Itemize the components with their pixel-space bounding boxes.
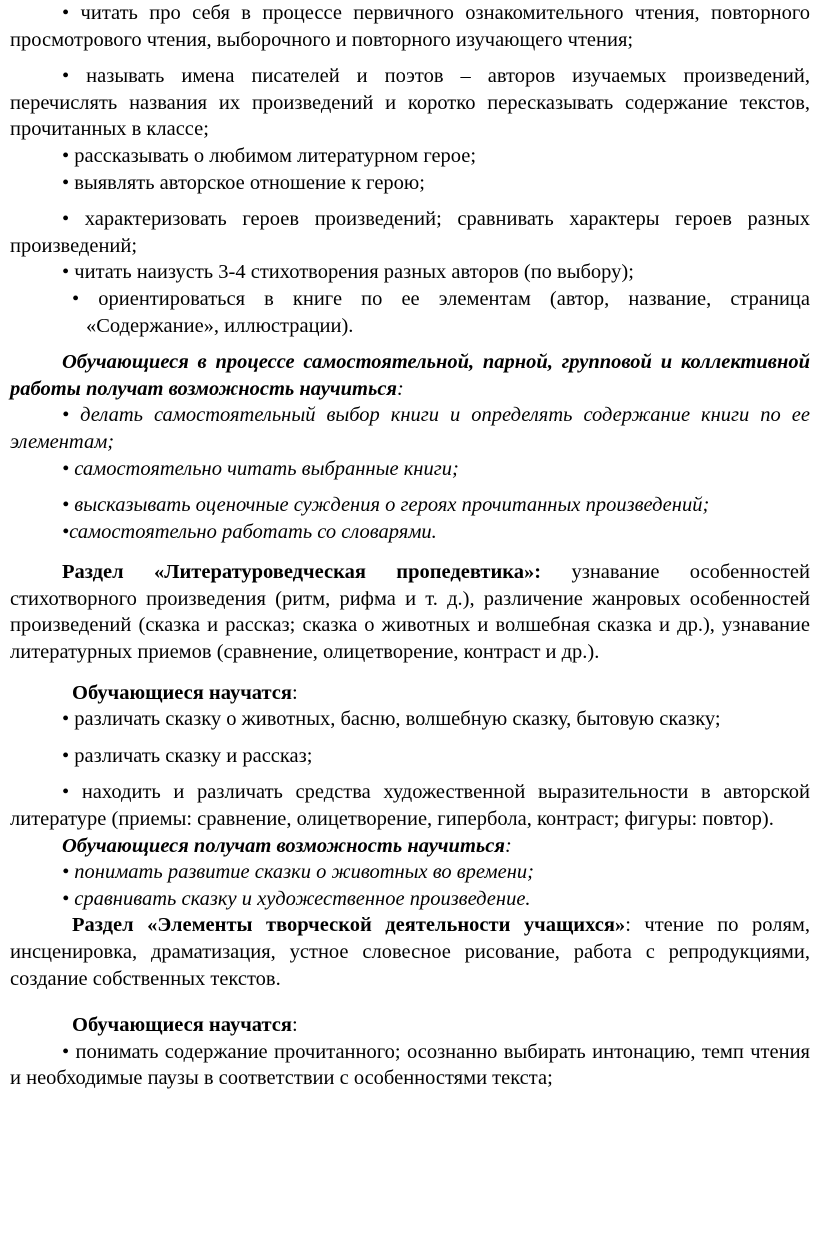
- bullet-understand-content: • понимать содержание прочитанного; осознанно выбирать интонацию, темп чтения и необходимые паузы в соответствии с особенностями текста;: [10, 1040, 810, 1090]
- bullet-dictionaries: •самостоятельно работать со словарями.: [62, 520, 437, 543]
- opportunity-heading-bold-2: Обучающиеся получат возможность научиться: [62, 834, 505, 857]
- learners-will-learn-heading-2: [10, 1012, 810, 1039]
- propaedeutics-heading: Раздел «Литературоведческая пропедевтика»:: [62, 561, 542, 584]
- section-opportunity-heading-2: [10, 833, 810, 860]
- bullet-author-attitude: • выявлять авторское отношение к герою;: [62, 171, 425, 194]
- propaedeutics-body: узнавание особенностей стихотворного произведения (ритм, рифма и т. д.), различение жанровых особенностей произведений (сказка и рассказ; сказка о животных и волшебная сказка и др.), узнавание литературных приемов (сравнение, олицетворение, контраст и др.).: [10, 561, 810, 664]
- bullet-compare-tale: • сравнивать сказку и художественное произведение.: [62, 887, 531, 910]
- learners-heading-bold-1: Обучающиеся научатся: [72, 681, 292, 704]
- section-opportunity-heading: [10, 349, 810, 402]
- bullet-name-authors: • называть имена писателей и поэтов – авторов изучаемых произведений, перечислять названия их произведений и коротко пересказывать содержание текстов, прочитанных в классе;: [10, 65, 810, 141]
- section-creative-activity: [10, 912, 810, 992]
- section-literary-propaedeutics: [10, 559, 810, 665]
- bullet-tale-vs-story: • различать сказку и рассказ;: [62, 744, 313, 767]
- bullet-evaluative-judgments: • высказывать оценочные суждения о героях прочитанных произведений;: [62, 494, 710, 517]
- bullet-read-chosen: • самостоятельно читать выбранные книги;: [62, 457, 459, 480]
- document-page: [10, 0, 810, 1092]
- bullet-tale-development: • понимать развитие сказки о животных во времени;: [62, 861, 534, 884]
- bullet-memorize-poems: • читать наизусть 3-4 стихотворения разных авторов (по выбору);: [62, 261, 634, 284]
- bullet-characterize-heroes: • характеризовать героев произведений; сравнивать характеры героев разных произведений;: [10, 208, 810, 257]
- bullet-distinguish-tales: • различать сказку о животных, басню, волшебную сказку, бытовую сказку;: [62, 708, 721, 731]
- creative-activity-body: : чтение по ролям, инсценировка, драматизация, устное словесное рисование, работа с репродукциями, создание собственных текстов.: [10, 914, 810, 990]
- bullet-expressive-means: • находить и различать средства художественной выразительности в авторской литературе (приемы: сравнение, олицетворение, гипербола, контраст; фигуры: повтор).: [10, 781, 810, 831]
- creative-activity-heading: Раздел «Элементы творческой деятельности учащихся»: [72, 914, 626, 937]
- learners-heading-colon-1: :: [292, 681, 298, 704]
- bullet-read-silently: • читать про себя в процессе первичного ознакомительного чтения, повторного просмотрового чтения, выборочного и повторного изучающего чтения;: [10, 2, 810, 51]
- bullet-navigate-book: • ориентироваться в книге по ее элементам (автор, название, страница «Содержание», иллюстрации).: [72, 287, 810, 337]
- bullet-choose-book: • делать самостоятельный выбор книги и определять содержание книги по ее элементам;: [10, 404, 810, 453]
- learners-heading-colon-2: :: [292, 1014, 298, 1037]
- opportunity-heading-colon: :: [397, 377, 404, 400]
- learners-heading-bold-2: Обучающиеся научатся: [72, 1014, 292, 1037]
- bullet-favorite-hero: • рассказывать о любимом литературном герое;: [62, 144, 477, 167]
- opportunity-heading-colon-2: :: [504, 834, 512, 857]
- learners-will-learn-heading-1: [10, 680, 810, 707]
- opportunity-heading-bold: Обучающиеся в процессе самостоятельной, парной, групповой и коллективной работы получат возможность научиться: [10, 351, 810, 400]
